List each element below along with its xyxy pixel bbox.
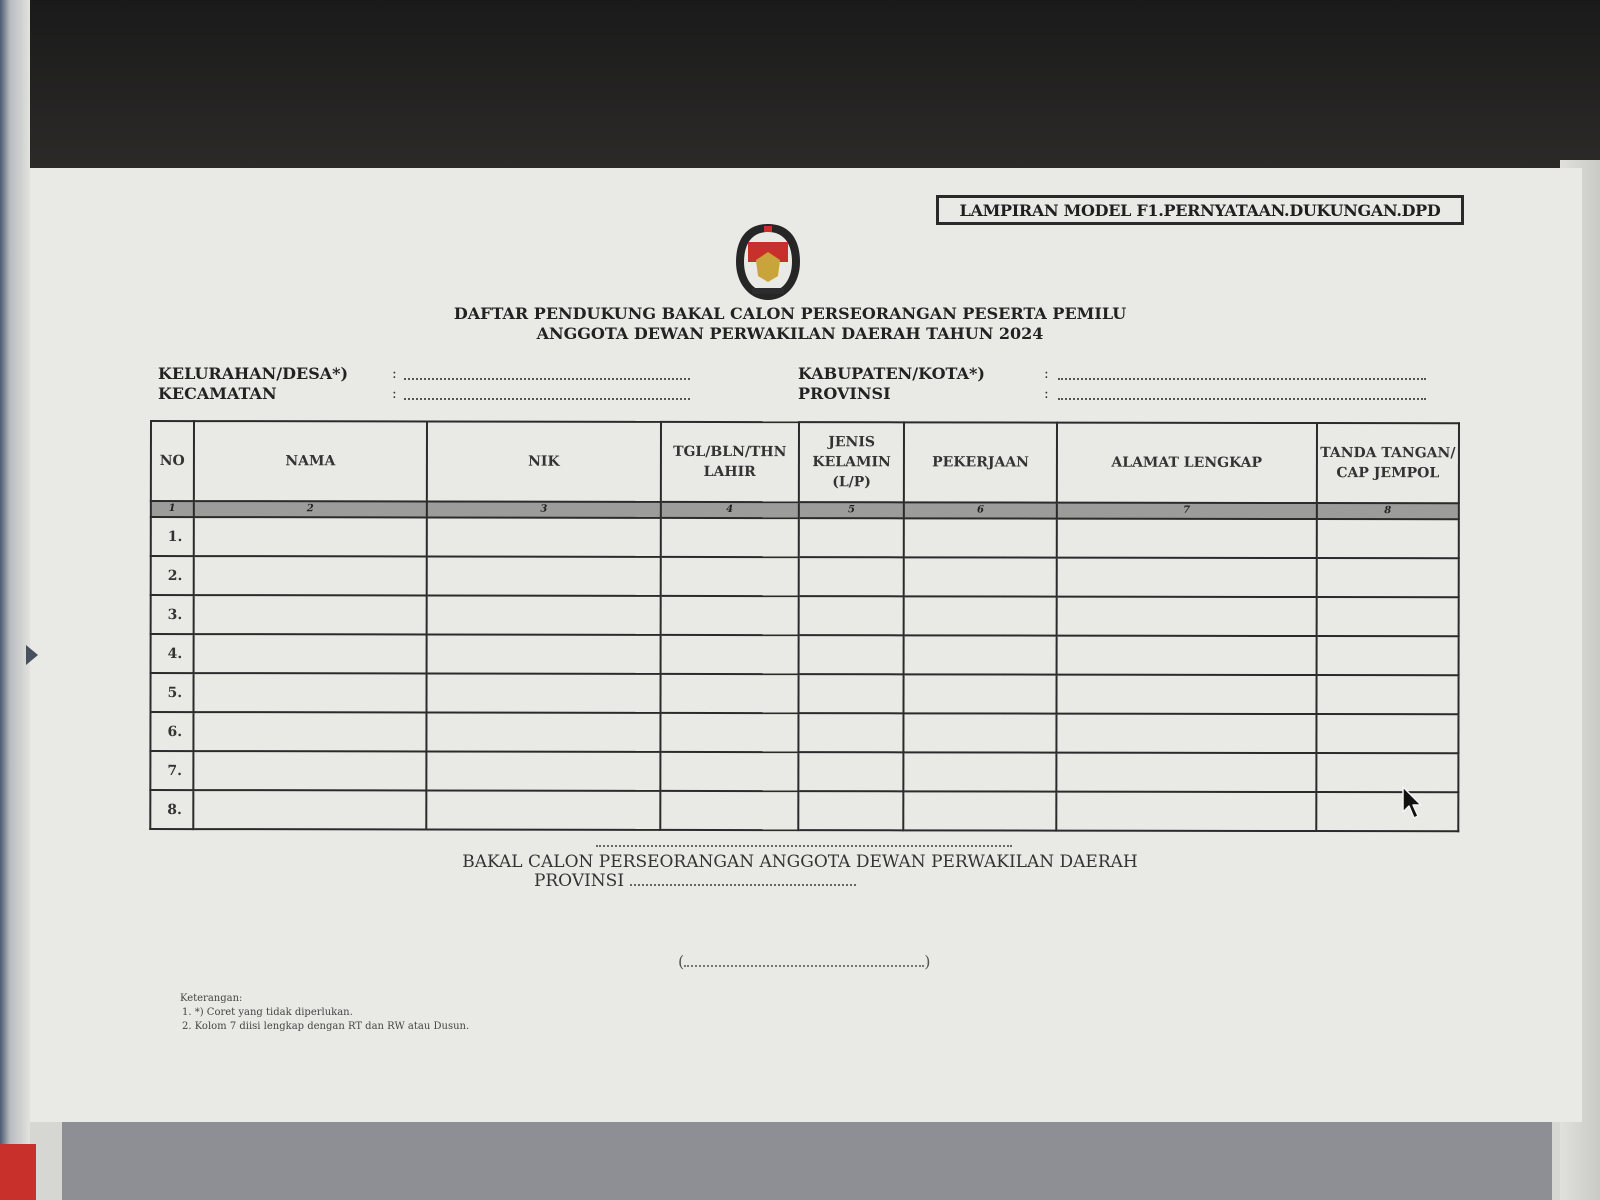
tanda-tangan-cell[interactable]: [1316, 597, 1458, 636]
column-number: 7: [1057, 503, 1317, 519]
pekerjaan-cell[interactable]: [904, 752, 1056, 791]
alamat-cell[interactable]: [1056, 792, 1316, 831]
nik-cell[interactable]: [426, 790, 660, 829]
kelurahan-colon: :: [392, 366, 397, 382]
tanda-tangan-cell[interactable]: [1316, 753, 1458, 792]
row-number: 8.: [150, 790, 193, 829]
kecamatan-label: KECAMATAN: [158, 384, 277, 403]
header-pekerjaan: PEKERJAAN: [904, 422, 1056, 502]
column-number: 2: [193, 501, 427, 517]
table-row: [151, 634, 1459, 675]
nama-cell[interactable]: [193, 556, 427, 595]
nik-cell[interactable]: [427, 517, 661, 556]
row-number: 2.: [151, 556, 194, 595]
tgl-lahir-cell[interactable]: [660, 635, 798, 674]
kpu-emblem-icon: [734, 222, 802, 302]
nik-cell[interactable]: [427, 634, 661, 673]
left-sidebar-edge: [0, 0, 30, 1200]
attachment-label: LAMPIRAN MODEL F1.PERNYATAAN.DUKUNGAN.DPD: [936, 195, 1464, 225]
jenis-kelamin-cell[interactable]: [798, 674, 904, 713]
tanda-tangan-cell[interactable]: [1316, 636, 1458, 675]
collapse-arrow-icon[interactable]: [26, 645, 38, 665]
supporter-table: [149, 420, 1460, 832]
pekerjaan-cell[interactable]: [904, 791, 1056, 830]
nik-cell[interactable]: [427, 712, 661, 751]
alamat-cell[interactable]: [1056, 753, 1316, 792]
nama-cell[interactable]: [193, 634, 427, 673]
table-row: [151, 517, 1459, 558]
signature-name-field[interactable]: [678, 952, 931, 971]
row-number: 1.: [151, 517, 194, 556]
provinsi-colon: :: [1044, 386, 1049, 402]
header-no: NO: [151, 421, 194, 501]
header-tanda-tangan: TANDA TANGAN/ CAP JEMPOL: [1317, 423, 1459, 503]
screen-top-bezel: [0, 0, 1600, 168]
column-number: 5: [799, 502, 905, 518]
nik-cell[interactable]: [427, 595, 661, 634]
row-number: 6.: [150, 712, 193, 751]
next-page-gap: [62, 1122, 1552, 1200]
pekerjaan-cell[interactable]: [904, 635, 1056, 674]
pekerjaan-cell[interactable]: [904, 518, 1056, 557]
alamat-cell[interactable]: [1056, 597, 1316, 636]
table-row: [151, 595, 1459, 636]
nama-cell[interactable]: [193, 751, 427, 790]
column-number: 4: [661, 502, 799, 518]
alamat-cell[interactable]: [1056, 636, 1316, 675]
jenis-kelamin-cell[interactable]: [798, 791, 904, 830]
nama-cell[interactable]: [193, 595, 427, 634]
alamat-cell[interactable]: [1057, 519, 1317, 558]
open-paren: (: [678, 952, 685, 971]
tanda-tangan-cell[interactable]: [1316, 675, 1458, 714]
header-tgl-lahir: TGL/BLN/THN LAHIR: [661, 422, 799, 502]
signature-title: BAKAL CALON PERSEORANGAN ANGGOTA DEWAN PERWAKILAN DAERAH: [462, 852, 1138, 872]
column-number: 3: [427, 501, 661, 517]
signature-province-label: PROVINSI: [533, 871, 625, 891]
kabupaten-colon: :: [1044, 366, 1049, 382]
row-number: 5.: [150, 673, 193, 712]
mouse-pointer-icon: [1402, 786, 1424, 820]
column-number: 1: [151, 501, 194, 517]
signature-province: [0, 871, 1495, 891]
column-number: 6: [904, 502, 1056, 518]
tgl-lahir-cell[interactable]: [661, 518, 799, 557]
row-number: 3.: [151, 595, 194, 634]
kelurahan-field[interactable]: [404, 378, 690, 380]
tanda-tangan-cell[interactable]: [1316, 792, 1458, 831]
nama-cell[interactable]: [193, 790, 427, 829]
row-number: 7.: [150, 751, 193, 790]
nik-cell[interactable]: [427, 751, 661, 790]
kabupaten-field[interactable]: [1058, 378, 1426, 380]
taskbar-mark: [0, 1144, 36, 1200]
nama-cell[interactable]: [193, 517, 427, 556]
tgl-lahir-cell[interactable]: [660, 674, 798, 713]
pekerjaan-cell[interactable]: [904, 713, 1056, 752]
pekerjaan-cell[interactable]: [904, 557, 1056, 596]
kecamatan-field[interactable]: [404, 398, 690, 400]
header-jenis-kelamin: JENIS KELAMIN (L/P): [799, 422, 905, 502]
column-number: 8: [1317, 503, 1459, 519]
pekerjaan-cell[interactable]: [904, 596, 1056, 635]
provinsi-field[interactable]: [1058, 398, 1426, 400]
signature-name-dots: [684, 955, 924, 967]
note-item: 1. *) Coret yang tidak diperlukan.: [182, 1007, 353, 1018]
table-row: [150, 673, 1458, 714]
nik-cell[interactable]: [427, 673, 661, 712]
notes-heading: Keterangan:: [180, 993, 243, 1004]
jenis-kelamin-cell[interactable]: [799, 518, 905, 557]
row-number: 4.: [151, 634, 194, 673]
tgl-lahir-cell[interactable]: [660, 752, 798, 791]
jenis-kelamin-cell[interactable]: [798, 635, 904, 674]
jenis-kelamin-cell[interactable]: [799, 557, 905, 596]
header-nama: NAMA: [193, 421, 427, 501]
note-item: 2. Kolom 7 diisi lengkap dengan RT dan RW atau Dusun.: [182, 1021, 470, 1032]
kecamatan-colon: :: [392, 386, 397, 402]
document-title-line2: ANGGOTA DEWAN PERWAKILAN DAERAH TAHUN 2024: [536, 324, 1044, 343]
jenis-kelamin-cell[interactable]: [798, 713, 904, 752]
tanda-tangan-cell[interactable]: [1317, 519, 1459, 558]
tgl-lahir-cell[interactable]: [660, 713, 798, 752]
signature-place-date-line[interactable]: [596, 845, 1012, 847]
signature-province-field[interactable]: [630, 884, 856, 886]
table-row: [151, 556, 1459, 597]
tgl-lahir-cell[interactable]: [660, 557, 798, 596]
table-row: [150, 712, 1458, 753]
jenis-kelamin-cell[interactable]: [799, 596, 905, 635]
alamat-cell[interactable]: [1057, 558, 1317, 597]
nik-cell[interactable]: [427, 556, 661, 595]
document-title-line1: DAFTAR PENDUKUNG BAKAL CALON PERSEORANGAN PESERTA PEMILU: [453, 304, 1127, 323]
close-paren: ): [924, 952, 931, 971]
tgl-lahir-cell[interactable]: [660, 791, 798, 830]
jenis-kelamin-cell[interactable]: [798, 752, 904, 791]
table-row: [150, 751, 1458, 792]
table-header-row: [151, 421, 1459, 503]
tanda-tangan-cell[interactable]: [1316, 714, 1458, 753]
kabupaten-label: KABUPATEN/KOTA*): [798, 364, 985, 383]
header-alamat: ALAMAT LENGKAP: [1057, 423, 1317, 503]
kelurahan-label: KELURAHAN/DESA*): [158, 364, 349, 383]
header-nik: NIK: [427, 421, 661, 501]
tanda-tangan-cell[interactable]: [1316, 558, 1458, 597]
alamat-cell[interactable]: [1056, 675, 1316, 714]
nama-cell[interactable]: [193, 712, 427, 751]
provinsi-label: PROVINSI: [798, 384, 891, 403]
alamat-cell[interactable]: [1056, 714, 1316, 753]
nama-cell[interactable]: [193, 673, 427, 712]
tgl-lahir-cell[interactable]: [660, 596, 798, 635]
table-row: [150, 790, 1458, 831]
pekerjaan-cell[interactable]: [904, 674, 1056, 713]
